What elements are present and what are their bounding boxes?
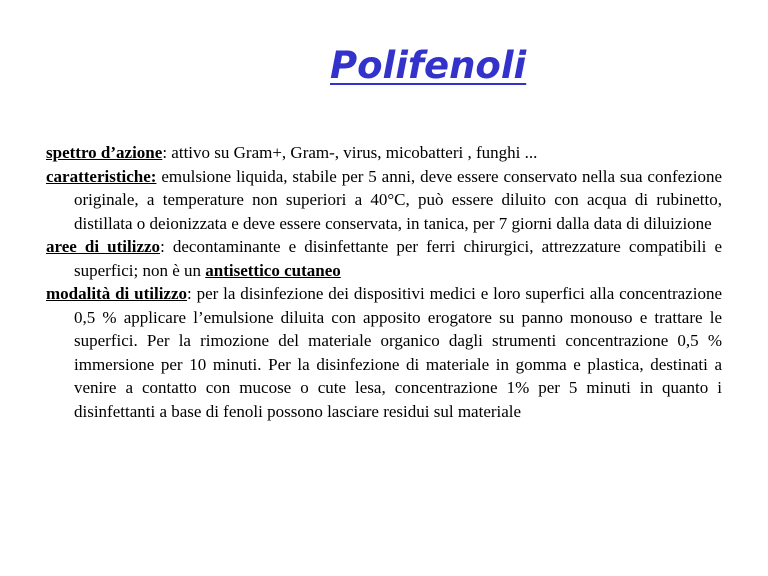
paragraph-aree-utilizzo (46, 235, 722, 282)
paragraph-modalita-utilizzo (46, 282, 722, 423)
section-label: caratteristiche: (46, 166, 157, 186)
section-text: per la disinfezione dei dispositivi medici e loro superfici alla concentrazione 0,5 % applicare l’emulsione diluita con apposito erogatore su panno monouso e trattare le superfici. Per la rimozione del materiale organico dagli strumenti concentrazione 0,5 % immersione per 10 minuti. Per la disinfezione di materiale in gomma e plastica, destinati a venire a contatto con mucose o cute lesa, concentrazione 1% per 5 minuti in quanto i disinfettanti a base di fenoli possono lasciare residui sul materiale (74, 284, 722, 421)
paragraph-spettro-azione (46, 141, 722, 165)
section-text: emulsione liquida, stabile per 5 anni, deve essere conservato nella sua confezione originale, a temperature non superiori a 40°C, può essere diluito con acqua di rubinetto, distillata o deionizzata e deve essere conservata, in tanica, per 7 giorni dalla data di diluizione (74, 166, 723, 233)
section-label: aree di utilizzo (46, 237, 161, 256)
section-label: spettro d’azione (46, 143, 163, 162)
section-text: attivo su Gram+, Gram-, virus, micobatteri , funghi ... (171, 143, 538, 162)
section-separator: : (187, 284, 197, 303)
slide-body (46, 141, 722, 423)
paragraph-caratteristiche (46, 165, 722, 236)
slide-title: Polifenoli (330, 44, 527, 87)
section-emphasis: antisettico cutaneo (205, 260, 341, 280)
section-label: modalità di utilizzo (46, 284, 188, 303)
section-text: decontaminante e disinfettante per ferri chirurgici, attrezzature compatibili e superfici; non è un (74, 237, 722, 280)
section-separator: : (162, 143, 172, 162)
section-separator: : (160, 237, 173, 256)
